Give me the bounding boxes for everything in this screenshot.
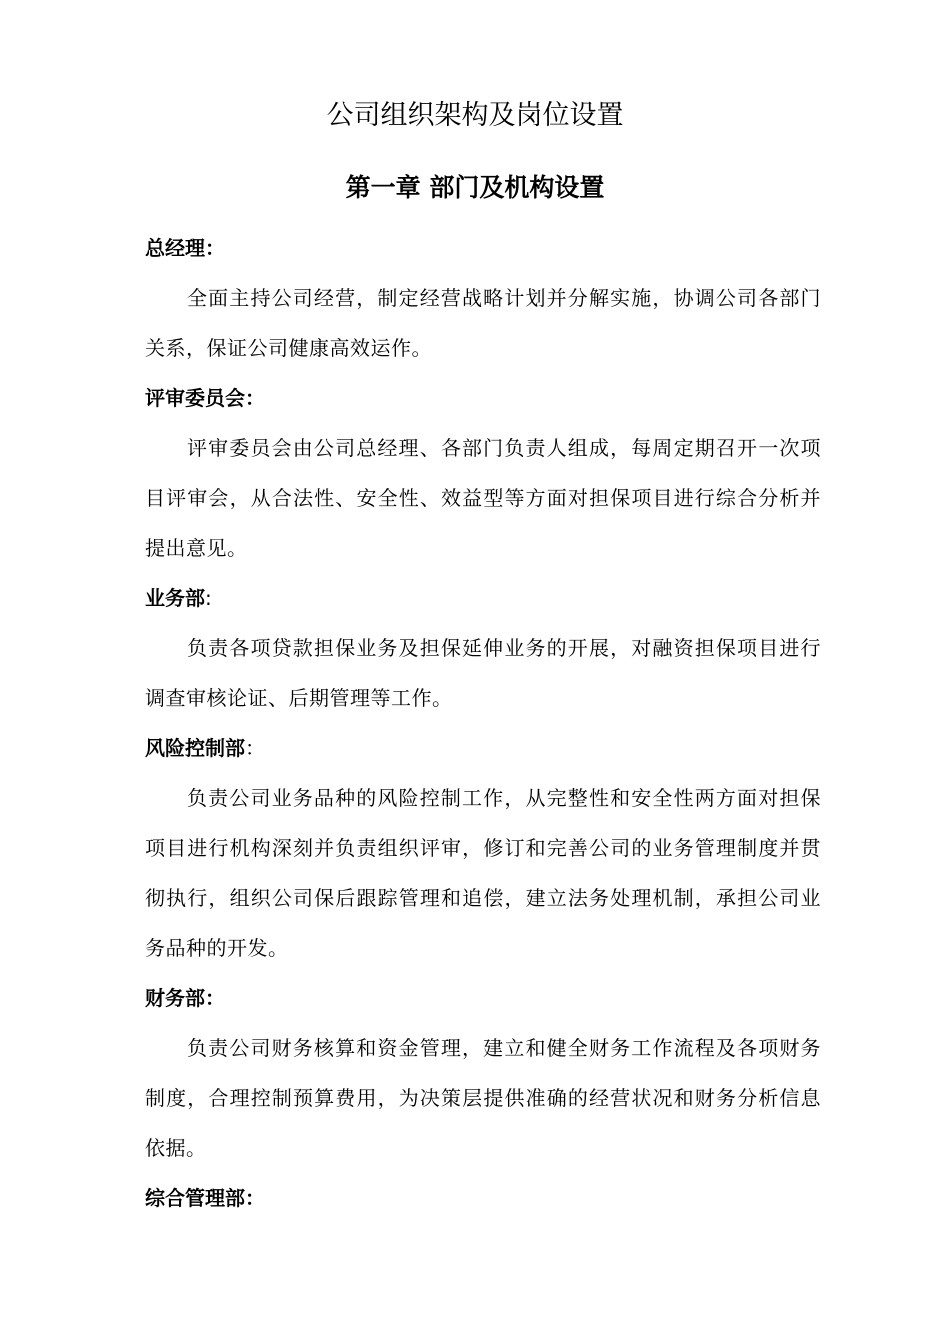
section-heading-general-admin-dept: 综合管理部： — [145, 1186, 265, 1210]
section-heading-finance-dept: 财务部： — [145, 986, 225, 1010]
section-text-review-committee: 评审委员会由公司总经理、各部门负责人组成，每周定期召开一次项目评审会，从合法性、安全性、效益型等方面对担保项目进行综合分析并提出意见。 — [145, 436, 821, 560]
section-heading-business-dept: 业务部: — [145, 586, 212, 610]
section-text-risk-control-dept: 负责公司业务品种的风险控制工作，从完整性和安全性两方面对担保项目进行机构深刻并负责组织评审，修订和完善公司的业务管理制度并贯彻执行，组织公司保后跟踪管理和追偿，建立法务处理机制，承担公司业务品种的开发。 — [145, 786, 821, 960]
document-title: 公司组织架构及岗位设置 — [326, 100, 624, 131]
section-text-business-dept: 负责各项贷款担保业务及担保延伸业务的开展，对融资担保项目进行调查审核论证、后期管理等工作。 — [145, 636, 821, 710]
chapter-title: 第一章 部门及机构设置 — [345, 173, 605, 202]
section-heading-general-manager: 总经理： — [145, 236, 225, 260]
section-text-general-manager: 全面主持公司经营，制定经营战略计划并分解实施，协调公司各部门关系，保证公司健康高效运作。 — [145, 286, 821, 360]
section-text-finance-dept: 负责公司财务核算和资金管理，建立和健全财务工作流程及各项财务制度，合理控制预算费用，为决策层提供准确的经营状况和财务分析信息依据。 — [145, 1036, 821, 1160]
document-body — [145, 223, 821, 1223]
section-heading-risk-control-dept: 风险控制部： — [145, 736, 265, 760]
section-heading-review-committee: 评审委员会： — [145, 386, 265, 410]
